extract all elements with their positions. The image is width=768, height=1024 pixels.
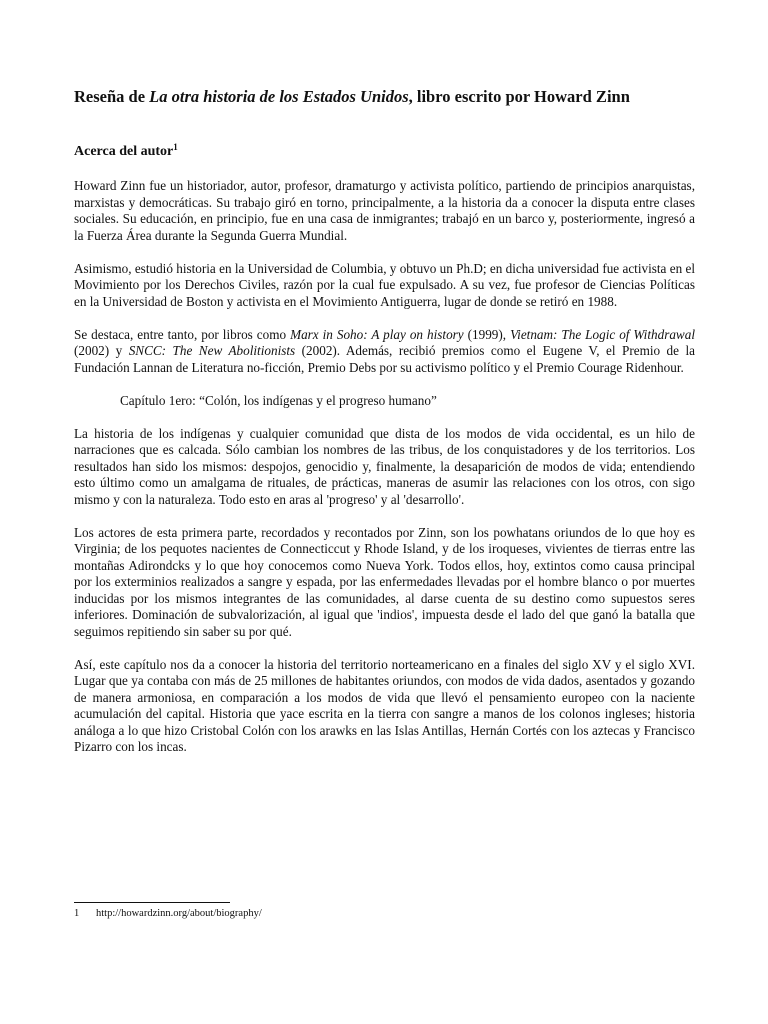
book-title-vietnam: Vietnam: The Logic of Withdrawal [510, 326, 695, 342]
footnote-reference[interactable]: 1 [173, 142, 178, 152]
document-title [74, 86, 695, 108]
paragraph-books [74, 327, 695, 377]
books-text-2: (1999), [463, 326, 511, 342]
title-suffix: , libro escrito por Howard Zinn [408, 87, 630, 106]
book-title-sncc: SNCC: The New Abolitionists [128, 343, 296, 358]
title-prefix: Reseña de [74, 87, 150, 106]
paragraph-bio: Howard Zinn fue un historiador, autor, profesor, dramaturgo y activista político, partiendo de principios anarquistas, marxistas y democráticas. Su trabajo giró en torno, principalmente, a la historia da a conocer la disputa entre clases sociales. Su educación, en principio, fue en una casa de inmigrantes; trabajó en un barco y, posteriormente, ingresó a la Fuerza Área durante la Segunda Guerra Mundial. [74, 178, 695, 243]
books-text-4: (2002). Además, recibió premios como el Eugene V, el Premio de la Fundación Lannan de Literatura no-ficción, Premio Debs por su activismo político y el Premio Courage Ridenhour. [74, 343, 695, 375]
footnote-divider [74, 902, 230, 903]
section-heading [74, 142, 695, 162]
paragraph-actors: Los actores de esta primera parte, recordados y recontados por Zinn, son los powhatans oriundos de lo que hoy es Virginia; de los pequotes nacientes de Connecticcut y Rhode Island, y de los iroqueses, vivientes de tierras entre las montañas Adirondcks y lo que hoy conocemos como Nueva York. Todos ellos, hoy, extintos como causa principal por los exterminios realizados a sangre y espada, por las enfermedades llevadas por el hombre blanco o por muertes inducidas por los mismos integrantes de las comunidades, al darse cuenta de su destino como supuestos seres inferiores. Dominación de subvalorización, al igual que 'indios', impuesta desde el lado del que ganó la batalla que seguimos repitiendo sin saber su por qué. [74, 524, 695, 639]
title-book: La otra historia de los Estados Unidos [149, 87, 409, 106]
chapter-heading: Capítulo 1ero: “Colón, los indígenas y el progreso humano” [120, 392, 437, 408]
books-text-3: (2002) y [74, 343, 129, 358]
paragraph-indigenous: La historia de los indígenas y cualquier comunidad que dista de los modos de vida occidental, es un hilo de narraciones que es calcada. Sólo cambian los nombres de las tribus, de los conquistadores y de los territorios. Los resultados han sido los mismos: despojos, genocidio y, finalmente, la desaparición de modos de vida; entendiendo esto último como un amalgama de rituales, de prácticas, maneras de asumir las relaciones con los otros, con sigo mismo y con la naturaleza. Todo esto en aras al 'progreso' y al 'desarrollo'. [74, 425, 695, 507]
footnote-number: 1 [74, 908, 80, 919]
books-text-1: Se destaca, entre tanto, por libros como [74, 326, 291, 342]
paragraph-territory: Así, este capítulo nos da a conocer la historia del territorio norteamericano en a finales del siglo XV y el siglo XVI. Lugar que ya contaba con más de 25 millones de habitantes oriundos, con modos de vida dados, asentados y gozando de manera armoniosa, en comparación a los modos de vida que llevó el pensamiento europeo con la naciente acumulación del capital. Historia que yace escrita en la tierra con sangre a manos de los colonos ingleses; historia análoga a lo que hizo Cristobal Colón con los arawks en las Islas Antillas, Hernán Cortés con los aztecas y Francisco Pizarro con los incas. [74, 656, 695, 754]
paragraph-education: Asimismo, estudió historia en la Universidad de Columbia, y obtuvo un Ph.D; en dicha universidad fue activista en el Movimiento por los Derechos Civiles, razón por la cual fue expulsado. A su vez, fue profesor de Ciencias Políticas en la Universidad de Boston y activista en el Movimiento Antiguerra, lugar de donde se retiró en 1988. [74, 260, 695, 309]
document-body [74, 86, 695, 756]
book-title-marx: Marx in Soho: A play on history [290, 326, 464, 342]
footnote [74, 907, 262, 920]
footnote-link[interactable]: http://howardzinn.org/about/biography/ [96, 908, 262, 919]
section-heading-text: Acerca del autor [74, 144, 174, 159]
